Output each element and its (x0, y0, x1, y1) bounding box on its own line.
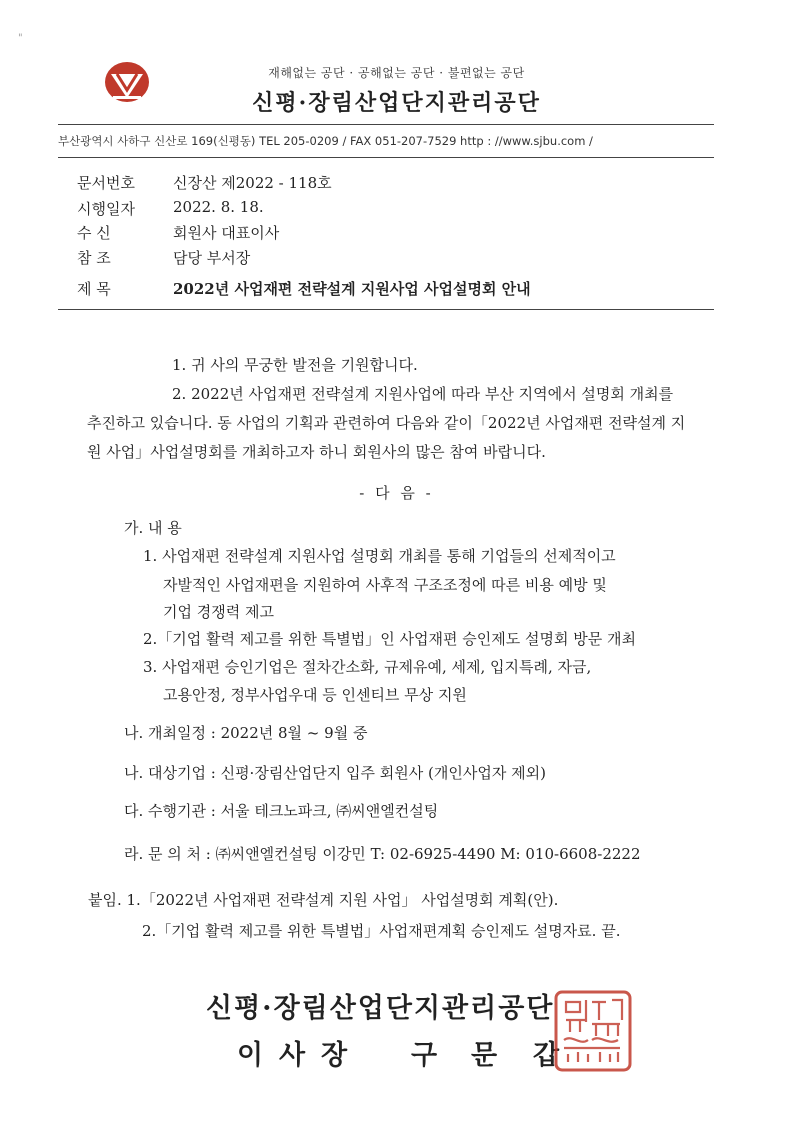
content-item-1-line-1: 1. 사업재편 전략설계 지원사업 설명회 개최를 통해 기업들의 선제적이고 (143, 547, 616, 565)
paragraph-2-line-3: 원 사업」사업설명회를 개최하고자 하니 회원사의 많은 참여 바랍니다. (87, 443, 546, 461)
address-rule (58, 157, 714, 158)
sig-char: 문 (471, 1040, 498, 1071)
sig-char: 이 (237, 1040, 264, 1071)
sig-char: 갑 (533, 1040, 560, 1071)
schedule-line: 나. 개최일정 : 2022년 8월 ~ 9월 중 (124, 724, 368, 742)
paragraph-1: 1. 귀 사의 무궁한 발전을 기원합니다. (172, 356, 418, 374)
paragraph-2-line-1: 2. 2022년 사업재편 전략설계 지원사업에 따라 부산 지역에서 설명회 개최를 (172, 385, 674, 403)
paragraph-2-line-2: 추진하고 있습니다. 동 사업의 기획과 관련하여 다음와 같이「2022년 사업재편 전략설계 지 (87, 414, 686, 432)
official-seal-icon (552, 988, 634, 1074)
corner-mark: " (18, 33, 23, 44)
content-item-2: 2.「기업 활력 제고를 위한 특별법」인 사업재편 승인제도 설명회 방문 개최 (143, 630, 636, 648)
top-rule (58, 124, 714, 125)
org-title: 신평·장림산업단지관리공단 (252, 90, 541, 116)
section-ga-heading: 가. 내 용 (124, 519, 182, 537)
slogan: 재해없는 공단 · 공해없는 공단 · 불편없는 공단 (268, 66, 525, 80)
doc-number-label: 문서번호 (77, 174, 135, 192)
reference-value: 담당 부서장 (173, 249, 251, 267)
subject-value: 2022년 사업재편 전략설계 지원사업 사업설명회 안내 (173, 280, 531, 298)
content-item-3-line-2: 고용안정, 정부사업우대 등 인센티브 무상 지원 (163, 686, 467, 704)
recipient-label: 수 신 (77, 224, 111, 242)
sig-char: 사 (279, 1040, 306, 1071)
attachment-line-1: 붙임. 1.「2022년 사업재편 전략설계 지원 사업」 사업설명회 계획(안). (88, 891, 559, 909)
agency-line: 다. 수행기관 : 서울 테크노파크, ㈜씨앤엘컨설팅 (124, 802, 439, 820)
sig-char: 구 (411, 1040, 438, 1071)
reference-label: 참 조 (77, 249, 111, 267)
doc-number-value: 신장산 제2022 - 118호 (173, 174, 332, 192)
subject-label: 제 목 (77, 280, 111, 298)
sig-char: 장 (321, 1040, 348, 1071)
content-item-3-line-1: 3. 사업재편 승인기업은 절차간소화, 규제유예, 세제, 입지특례, 자금, (143, 658, 592, 676)
signature-name (237, 1033, 559, 1072)
target-line: 나. 대상기업 : 신평·장림산업단지 입주 회원사 (개인사업자 제외) (124, 764, 546, 782)
attachment-line-2: 2.「기업 활력 제고를 위한 특별법」사업재편계획 승인제도 설명자료. 끝. (142, 922, 621, 940)
signature-org: 신평·장림산업단지관리공단 (206, 993, 555, 1024)
contact-line: 라. 문 의 처 : ㈜씨앤엘컨설팅 이강민 T: 02-6925-4490 M: 010-6608-2222 (124, 845, 641, 863)
following-divider: - 다 음 - (359, 484, 434, 502)
recipient-value: 회원사 대표이사 (173, 224, 280, 242)
content-item-1-line-3: 기업 경쟁력 제고 (163, 603, 274, 621)
subject-rule (58, 309, 714, 310)
content-item-1-line-2: 자발적인 사업재편을 지원하여 사후적 구조조정에 따른 비용 예방 및 (163, 576, 607, 594)
date-label: 시행일자 (77, 200, 135, 218)
address-line: 부산광역시 사하구 신산로 169(신평동) TEL 205-0209 / FAX 051-207-7529 http : //www.sjbu.com / (58, 134, 593, 148)
date-value: 2022. 8. 18. (173, 198, 264, 216)
